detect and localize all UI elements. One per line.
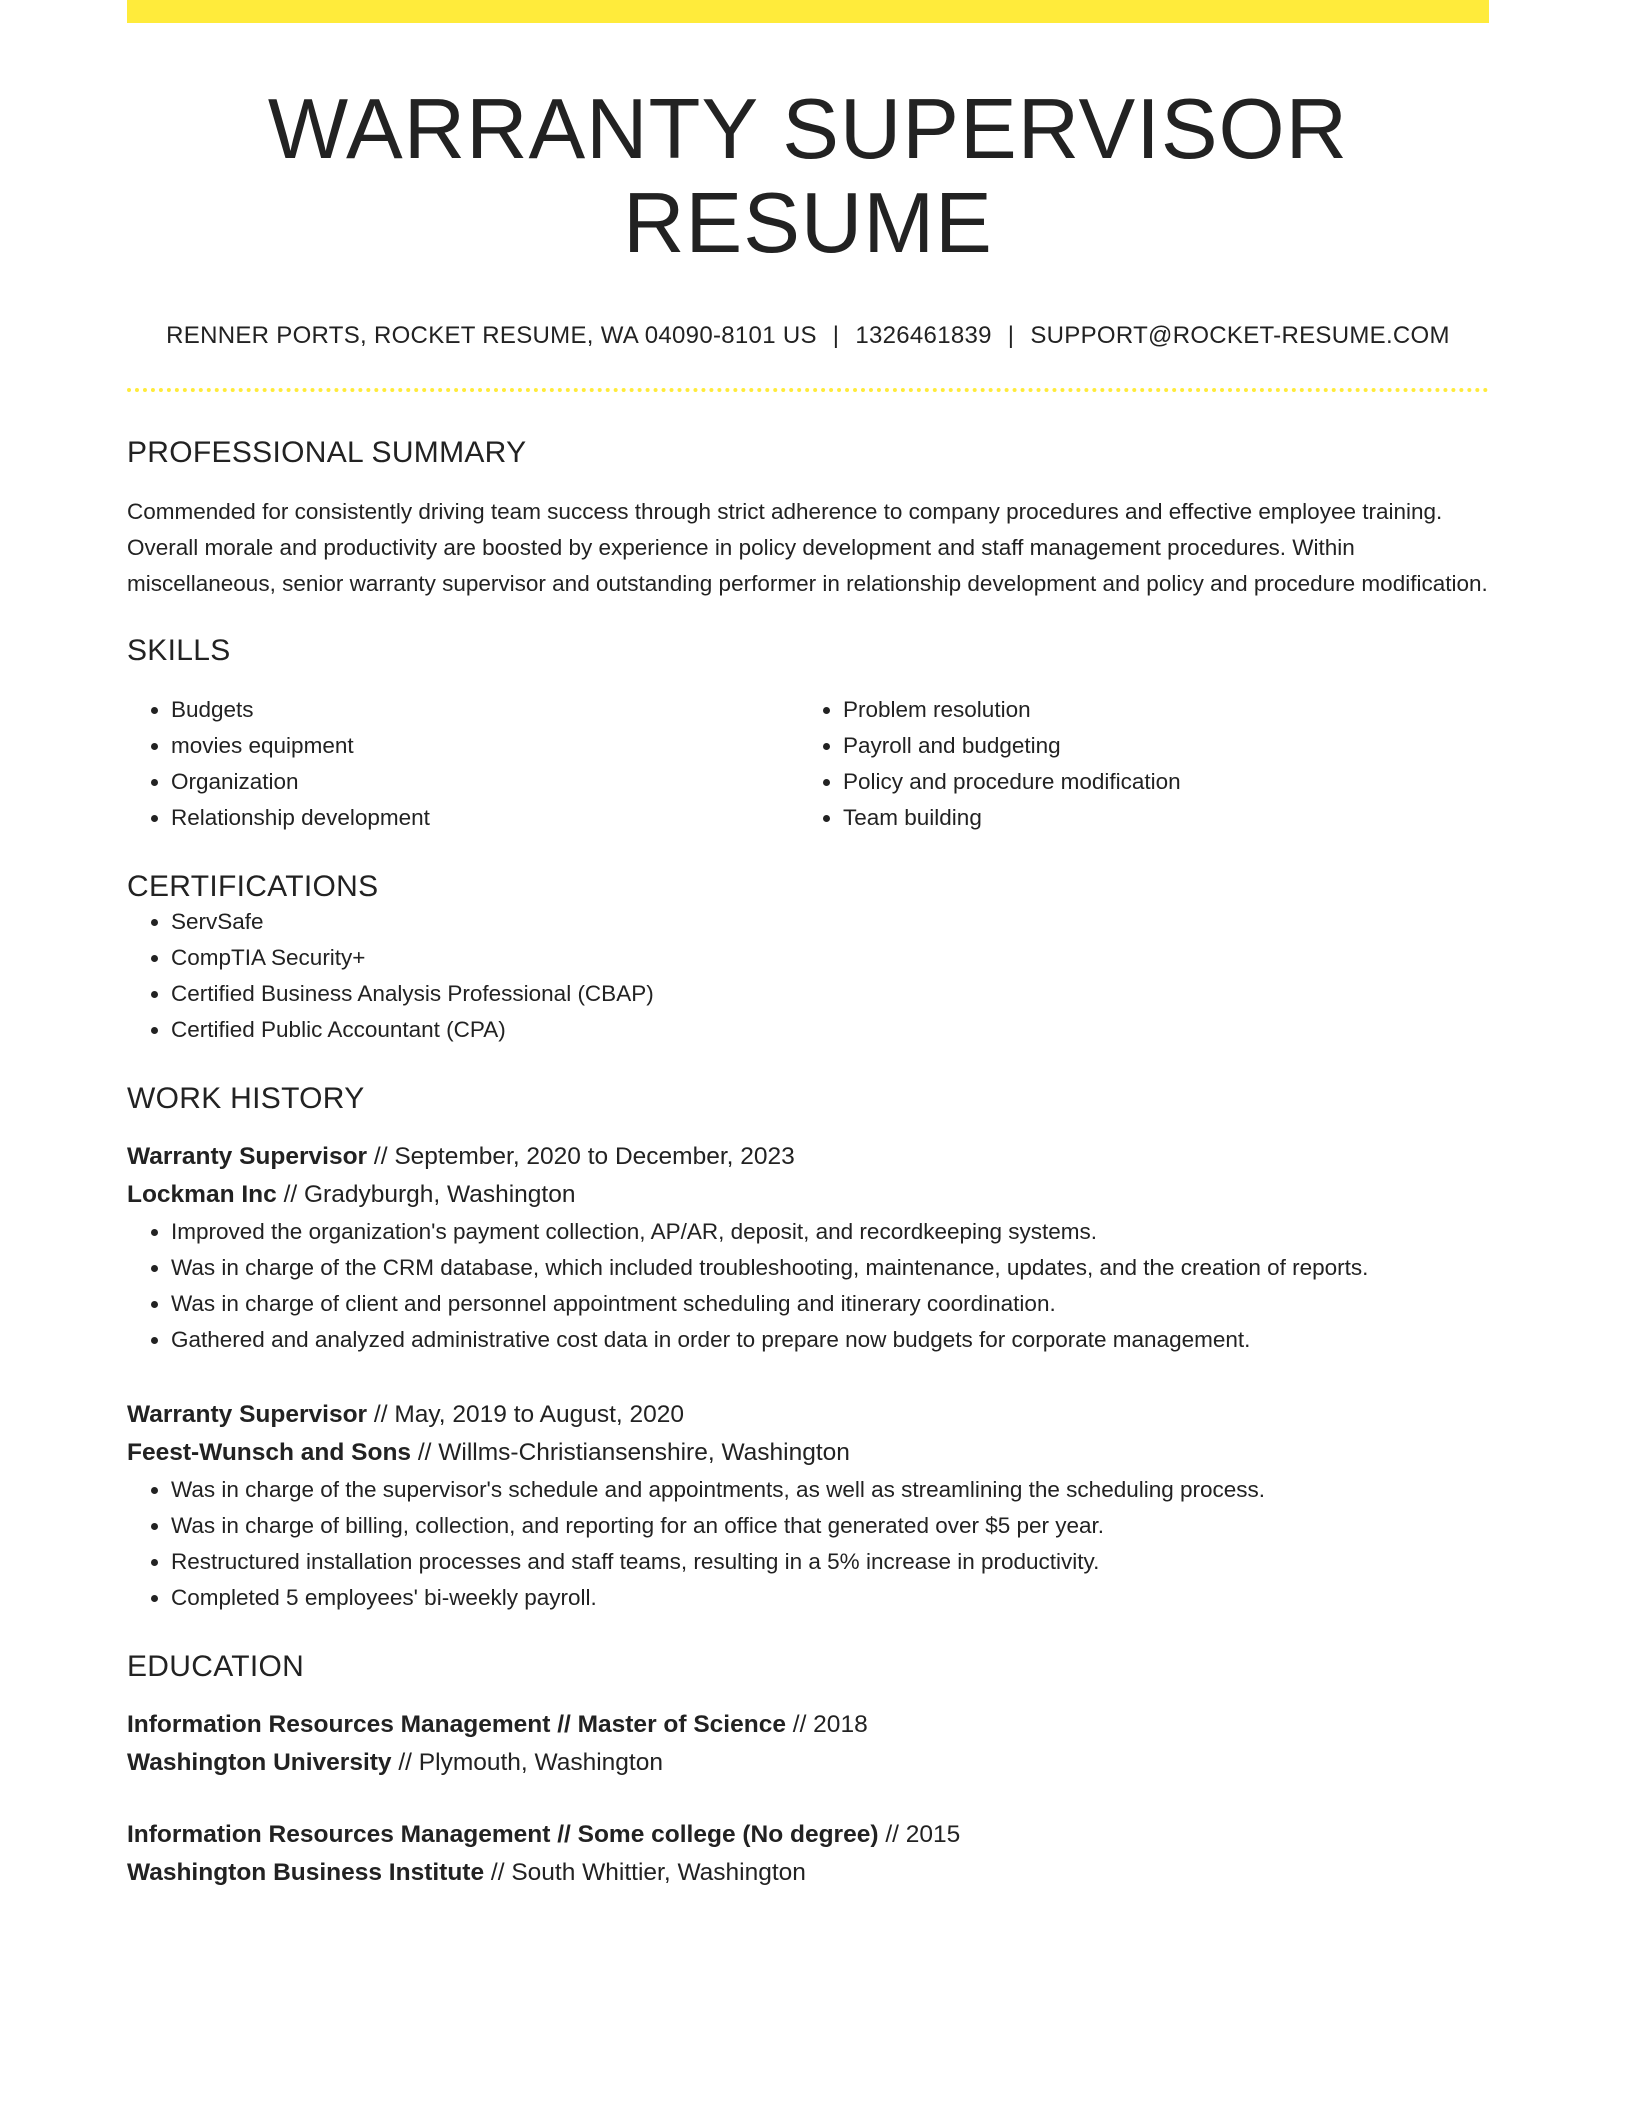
education-degree-line [127, 1706, 1489, 1744]
skill-item: • Relationship development [171, 800, 799, 836]
job-location: // Willms-Christiansenshire, Washington [417, 1439, 850, 1466]
skills-list-right [799, 692, 1489, 836]
education-degree-line [127, 1816, 1489, 1854]
skill-item: • Organization [171, 764, 799, 800]
contact-separator: | [1007, 322, 1015, 349]
education-location: // Plymouth, Washington [398, 1749, 663, 1776]
skill-item: • Problem resolution [843, 692, 1489, 728]
skill-item: • movies equipment [171, 728, 799, 764]
job-company: Lockman Inc [127, 1181, 277, 1208]
job-bullet: • Was in charge of billing, collection, and reporting for an office that generated over $5 per year. [171, 1508, 1489, 1544]
job-title-line [127, 1396, 1489, 1434]
job-company: Feest-Wunsch and Sons [127, 1439, 412, 1466]
summary-heading: PROFESSIONAL SUMMARY [127, 436, 527, 469]
job-bullet: • Completed 5 employees' bi-weekly payroll. [171, 1580, 1489, 1616]
job-bullet: • Gathered and analyzed administrative cost data in order to prepare now budgets for corporate management. [171, 1322, 1489, 1358]
skill-item: • Policy and procedure modification [843, 764, 1489, 800]
accent-bar [127, 0, 1489, 23]
education-entry [127, 1816, 1489, 1892]
resume-page [127, 0, 1489, 1892]
skill-item: • Payroll and budgeting [843, 728, 1489, 764]
education-year: // 2018 [792, 1711, 868, 1738]
education-heading: EDUCATION [127, 1650, 305, 1683]
resume-title: WARRANTY SUPERVISOR RESUME [267, 82, 1349, 271]
job-company-line [127, 1434, 1489, 1472]
work-history-heading: WORK HISTORY [127, 1082, 365, 1115]
job-entry [127, 1138, 1489, 1358]
certification-item: • CompTIA Security+ [171, 940, 1489, 976]
job-bullets [127, 1472, 1489, 1616]
job-bullet: • Restructured installation processes and staff teams, resulting in a 5% increase in productivity. [171, 1544, 1489, 1580]
education-entry [127, 1706, 1489, 1782]
skill-item: • Budgets [171, 692, 799, 728]
contact-email: SUPPORT@ROCKET-RESUME.COM [1030, 322, 1450, 349]
certification-item: • ServSafe [171, 904, 1489, 940]
skill-item: • Team building [843, 800, 1489, 836]
job-dates: // May, 2019 to August, 2020 [373, 1401, 684, 1428]
dotted-divider [127, 388, 1489, 392]
job-bullet: • Was in charge of the CRM database, which included troubleshooting, maintenance, updates, and the creation of reports. [171, 1250, 1489, 1286]
job-bullet: • Was in charge of client and personnel appointment scheduling and itinerary coordination. [171, 1286, 1489, 1322]
contact-address: RENNER PORTS, ROCKET RESUME, WA 04090-8101 US [166, 322, 817, 349]
contact-phone: 1326461839 [855, 322, 992, 349]
education-year: // 2015 [885, 1821, 961, 1848]
certification-item: • Certified Public Accountant (CPA) [171, 1012, 1489, 1048]
job-title-line [127, 1138, 1489, 1176]
education-location: // South Whittier, Washington [490, 1859, 806, 1886]
job-location: // Gradyburgh, Washington [283, 1181, 576, 1208]
skills-heading: SKILLS [127, 634, 231, 667]
education-school: Washington Business Institute [127, 1859, 485, 1886]
certification-item: • Certified Business Analysis Professional (CBAP) [171, 976, 1489, 1012]
job-bullet: • Was in charge of the supervisor's schedule and appointments, as well as streamlining the scheduling process. [171, 1472, 1489, 1508]
summary-text: Commended for consistently driving team success through strict adherence to company procedures and effective employee training. Overall morale and productivity are boosted by experience in policy development and staff management procedures. Within miscellaneous, senior warranty supervisor and outstanding performer in relationship development and policy and procedure modification. [127, 499, 1488, 596]
job-bullets [127, 1214, 1489, 1358]
job-title: Warranty Supervisor [127, 1401, 368, 1428]
job-dates: // September, 2020 to December, 2023 [373, 1143, 795, 1170]
education-degree: Information Resources Management // Master of Science [127, 1711, 786, 1738]
certifications-list [127, 904, 1489, 1048]
education-degree: Information Resources Management // Some college (No degree) [127, 1821, 879, 1848]
contact-line [127, 322, 1489, 350]
job-entry [127, 1396, 1489, 1616]
education-school-line [127, 1854, 1489, 1892]
skills-grid [127, 692, 1489, 836]
skills-list-left [127, 692, 799, 836]
job-bullet: • Improved the organization's payment collection, AP/AR, deposit, and recordkeeping systems. [171, 1214, 1489, 1250]
certifications-heading: CERTIFICATIONS [127, 870, 379, 903]
education-school-line [127, 1744, 1489, 1782]
job-title: Warranty Supervisor [127, 1143, 368, 1170]
contact-separator: | [832, 322, 840, 349]
education-school: Washington University [127, 1749, 392, 1776]
job-company-line [127, 1176, 1489, 1214]
